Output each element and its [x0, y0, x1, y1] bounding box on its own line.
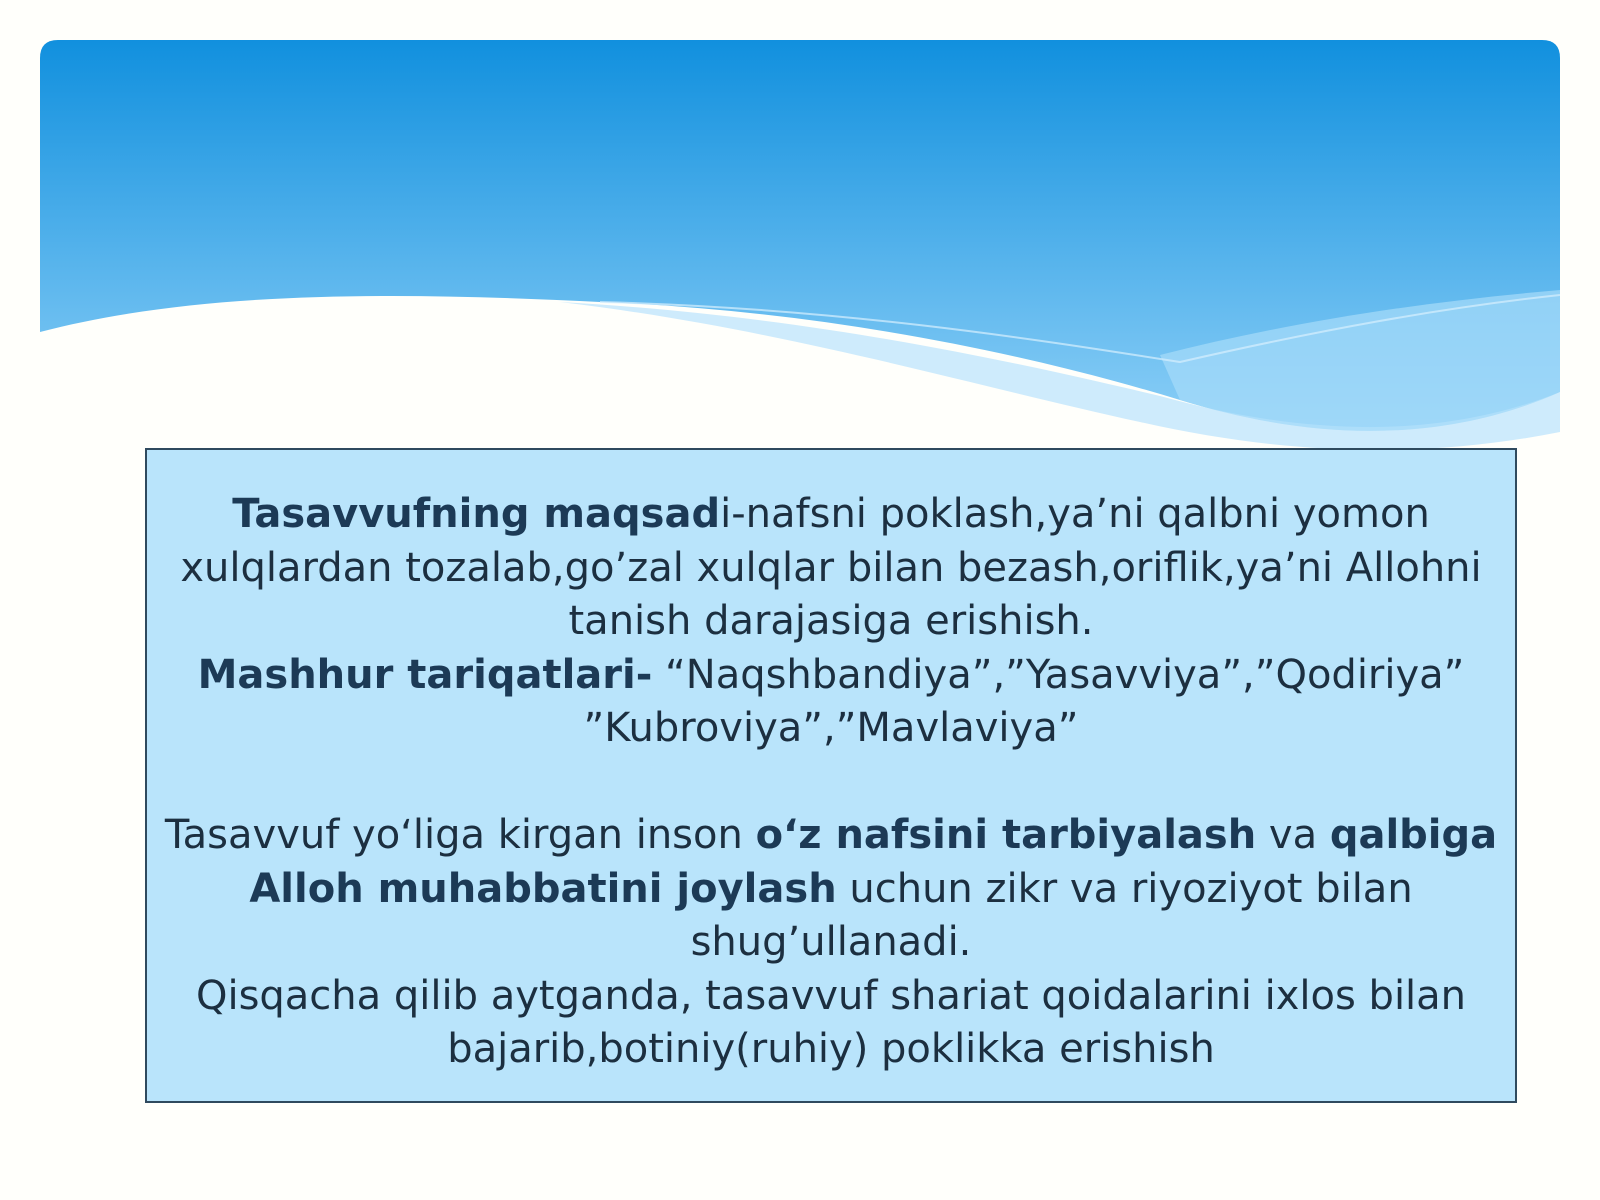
path-text-3: uchun zikr va riyoziyot bilan shug’ullanadi.: [690, 865, 1413, 965]
orders-paragraph: [161, 649, 1501, 756]
path-paragraph: [161, 809, 1501, 970]
orders-heading: Mashhur tariqatlari-: [197, 651, 653, 698]
orders-list: “Naqshbandiya”,”Yasavviya”,”Qodiriya” ”Kubroviya”,”Mavlaviya”: [583, 651, 1465, 751]
header-wave-band: [40, 40, 1560, 460]
purpose-heading: Tasavvufning maqsad: [232, 491, 721, 537]
path-emphasis-1: o‘z nafsini tarbiyalash: [755, 812, 1257, 858]
wave-graphic: [40, 40, 1560, 460]
purpose-text: i-nafsni poklash,ya’ni qalbni yomon xulqlardan tozalab,go’zal xulqlar bilan bezash,oriflik,ya’ni Allohni tanish darajasiga erishish.: [180, 491, 1482, 644]
path-emphasis-2: qalbiga Alloh muhabbatini joylash: [249, 812, 1498, 912]
path-text-2: va: [1256, 812, 1330, 858]
summary-paragraph: Qisqacha qilib aytganda, tasavvuf shariat qoidalarini ixlos bilan bajarib,botiniy(ruhiy) poklikka erishish: [195, 972, 1467, 1072]
purpose-paragraph: [161, 488, 1501, 649]
text-box: [145, 448, 1517, 1103]
path-text-1: Tasavvuf yo‘liga kirgan inson: [164, 812, 756, 858]
paragraph-gap: [161, 756, 1501, 810]
